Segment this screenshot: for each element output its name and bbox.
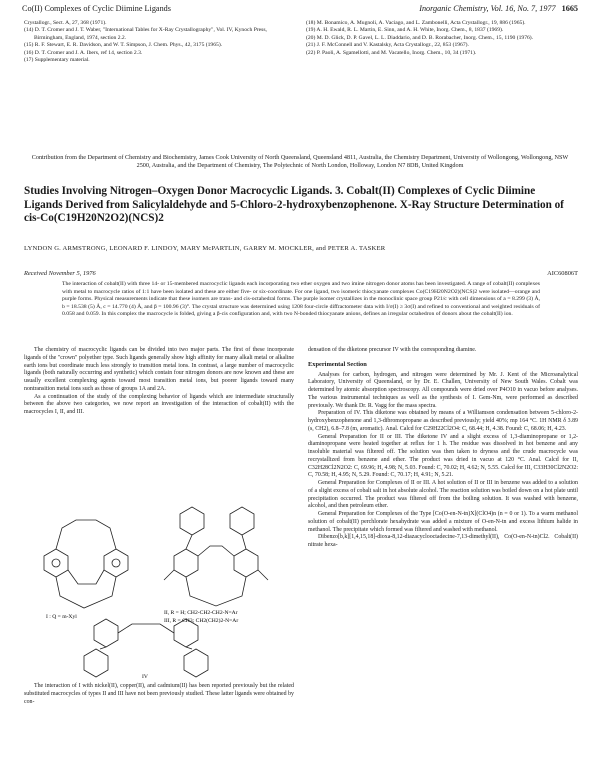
abstract: The interaction of cobalt(II) with three 14- or 15-membered macrocyclic ligands each incorporating two ether oxygen and two imine nitrogen donor atoms has been investigated. A range of cobalt(II) complexes with metal to macrocycle ratios of 1:1 have been isolated and these are either five- or six-coordinate. For one ligand, two isomeric thiocyanate complexes Co(C19H20N2O2)(NCS)2 were isolated—orange and purple forms. Physical measurements indicate that these isomers are trans- and cis-octahedral forms. The purple isomer crystallizes in the monoclinic space group P21/c with cell dimensions of a = 8.299 (3) Å, b = 18.538 (5) Å, c = 14.770 (4) Å, and β = 100.96 (3)°. The crystal structure was determined using 1208 four-circle diffractometer data with I/σ(I) ≥ 3σ(I) and refined to conventional and weighted residuals of 0.058 and 0.059. In this complex the macrocycle is folded, giving a β-cis configuration and, with two N-bonded thiocyanate anions, defines an irregular octahedron of donors about the cobalt(II) ion. <box>62 281 540 318</box>
paragraph: As a continuation of the study of the complexing behavior of ligands which are intermediate structurally between the above two categories, we now report an investigation of the interaction of cobalt(II) with the macrocycles I, II, and III. <box>24 393 294 415</box>
phenyl-ring-iv-left <box>84 649 108 677</box>
contribution-affiliation: Contribution from the Department of Chemistry and Biochemistry, James Cook University of North Queensland, Queensland 4811, Australia, the Chemistry Department, University of Wollongong, Wollongong, NSW 2500, Australia, and the Department of Chemistry, The Polytechnic of North London, Holloway, London N7 8DB, United Kingdom <box>31 154 569 169</box>
paragraph: densation of the diketone precursor IV with the corresponding diamine. <box>308 347 477 353</box>
ligand-two-label: II, R = H; CH2-CH2-CH2-N=Ar <box>164 610 238 616</box>
running-header-left: Co(II) Complexes of Cyclic Diimine Ligands <box>22 4 171 13</box>
paragraph: General Preparation for Complexes of II or III. A hot solution of II or III in benzene was added to a solution of a slight excess of cobalt salt in hot absolute alcohol. The reaction solution was boiled down on a hot plate until precipitation occurred. The product was filtered off from the boiling solution. It was washed with benzene, alcohol, and then petroleum ether. <box>308 480 578 510</box>
reference: (15) R. F. Stewart, E. R. Davidson, and W. T. Simpson, J. Chem. Phys., 42, 3175 (1965). <box>24 42 223 49</box>
reference: (22) P. Paoli, A. Sgamellotti, and M. Vacatello, Inorg. Chem., 10, 34 (1971). <box>306 49 477 56</box>
paragraph: Preparation of IV. This diketone was obtained by means of a Williamson condensation between 5-chloro-2-hydroxybenzophenone and 1,3-dibromopropane as described previously; yield 40%; mp 164 °C. 1H NMR δ 3.89 (s, CH2), 6.8–7.8 (m, aromatic). Anal. Calcd for C29H22Cl2O4: C, 68.44; H, 4.38. Found: C, 68.06; H, 4.23. <box>308 410 578 432</box>
benzene-ring-iv-left <box>94 619 118 647</box>
ligand-one-label: I : Q = m-Xyl <box>46 614 77 620</box>
phenyl-ring-top-right <box>230 507 254 535</box>
benzene-ring-left-top <box>44 549 68 577</box>
reference: (17) Supplementary material. <box>24 57 90 64</box>
running-header-right <box>419 4 578 13</box>
reference: (19) A. H. Ewald, R. L. Martin, E. Sinn, and A. H. White, Inorg. Chem., 8, 1837 (1969). <box>306 27 504 34</box>
benzene-ring-center-right <box>234 549 258 577</box>
section-heading: Experimental Section <box>308 360 367 368</box>
reference: (21) J. F. McConnell and V. Kastalsky, Acta Crystallogr., 22, 853 (1967). <box>306 42 469 49</box>
paragraph: Analyses for carbon, hydrogen, and nitrogen were determined by Mr. J. Kent of the Microanalytical Laboratory, University of Queensland, or by Dr. E. Challen, University of New South Wales. Cobalt was determined by atomic absorption spectroscopy. All compounds were dried over P4O10 in vacuo before analyses. The various instrumental techniques as well as the synthesis of I. Gem-Nm, were performed as described previously. We thank Dr. R. Vagg for the mass spectra. <box>308 371 578 409</box>
phenyl-ring-iv-right <box>184 649 208 677</box>
journal-citation: Inorganic Chemistry, Vol. 16, No. 7, 1977 <box>419 4 556 13</box>
paragraph: Dibenzo[b,k][1,4,15,18]-dioxa-8,12-diazacyclooctadecine-7,13-dimethyl(II), Co(O-en-N-tn)Cl2. Cobalt(II) nitrate hexa- <box>308 534 578 548</box>
reference: (20) M. D. Glick, D. P. Gavel, L. L. Diaddario, and D. B. Rorabacher, Inorg. Chem., 15, 1190 (1976). <box>306 34 534 41</box>
intro-continuation <box>24 683 294 706</box>
reference: (18) M. Bonamico, A. Mugnoli, A. Vaciago, and L. Zambonelli, Acta Crystallogr., 19, 886 (1965). <box>306 20 526 26</box>
paragraph: General Preparation for Complexes of the Type [Co(O-en-N-tn)X](ClO4)n (n = 0 or 1). To a warm methanol solution of cobalt(II) perchlorate hexahydrate was added a mixture of O-en-N-tn and excess lithium halide in methanol. The precipitate which formed was filtered and washed with methanol. <box>308 511 578 533</box>
structure-drawing <box>24 496 294 681</box>
reference: Crystallogr., Sect. A, 27, 368 (1971). <box>24 20 107 26</box>
intro-text <box>24 347 294 417</box>
reference: (16) D. T. Cromer and J. A. Ibers, ref 14, section 2.3. <box>24 49 143 56</box>
author-list: LYNDON G. ARMSTRONG, LEONARD F. LINDOY, MARY McPARTLIN, GARRY M. MOCKLER, and PETER A. TASKER <box>24 245 386 252</box>
benzene-ring-right-top <box>104 549 128 577</box>
ligand-structures-figure <box>24 496 294 681</box>
benzene-ring-center-left <box>174 549 198 577</box>
references-right <box>306 20 578 57</box>
references-left <box>24 20 296 64</box>
received-date: Received November 5, 1976 <box>24 270 96 277</box>
paragraph: The chemistry of macrocyclic ligands can be divided into two major parts. The first of these incorporate ligands of the "crown" polyether type. Such ligands generally show high affinity for many alkali metal or alkaline earth ions but coordinate much less strongly to transition metal ions. In contrast, a large number of macrocyclic ligands (both naturally occurring and synthetic) which contain four nitrogen donors are now known and these are usually excellent complexing agents toward most transition metal ions, but poorer ligands toward many nontransition metal ions such as those of groups 1A and 2A. <box>24 347 294 392</box>
reference: (14) D. T. Cromer and J. T. Waber, "International Tables for X-Ray Crystallography", Vol. IV, Kynoch Press, Birmingham, England, 1974, section 2.2. <box>24 27 267 41</box>
right-column-text <box>308 347 578 550</box>
phenyl-ring-top-left <box>180 507 204 535</box>
precursor-label: IV <box>142 674 148 680</box>
article-title: Studies Involving Nitrogen–Oxygen Donor Macrocyclic Ligands. 3. Cobalt(II) Complexes of Cyclic Diimine Ligands Derived from Salicylaldehyde and 5-Chloro-2-hydroxybenzophenone. X-Ray Structure Determination of cis-Co(C19H20N2O2)(NCS)2 <box>24 185 564 225</box>
page-number: 1665 <box>561 4 578 13</box>
ligand-three-label: III, R = CH3; CH2(CH2)2-N=Ar <box>164 618 239 624</box>
paragraph: The interaction of I with nickel(II), copper(II), and cadmium(II) has been reported previously but the related substituted macrocycles of types II and III have not been previously studied. These latter ligands were obtained by con- <box>24 683 294 705</box>
paragraph: General Preparation for II or III. The diketone IV and a slight excess of 1,3-diaminopropane or 1,2-diaminopropane were heated together at reflux for 1 h. The residue was dissolved in hot benzene and any insoluble material was filtered off. The solution was then taken to dryness and the crude macrocycle was recrystallized from benzene and ether. The product was dried in vacuo at 120 °C. Anal. Calcd for II, C32H28Cl2N2O2: C, 69.96; H, 4.98; N, 5.03. Found: C, 70.02; H, 4.62; N, 5.55. Calcd for III, C33H30Cl2N2O2: C, 70.58; H, 4.95; N, 5.29. Found: C, 70.17; H, 4.91; N, 5.21. <box>308 433 578 479</box>
aic-code: AIC60806T <box>547 270 578 277</box>
